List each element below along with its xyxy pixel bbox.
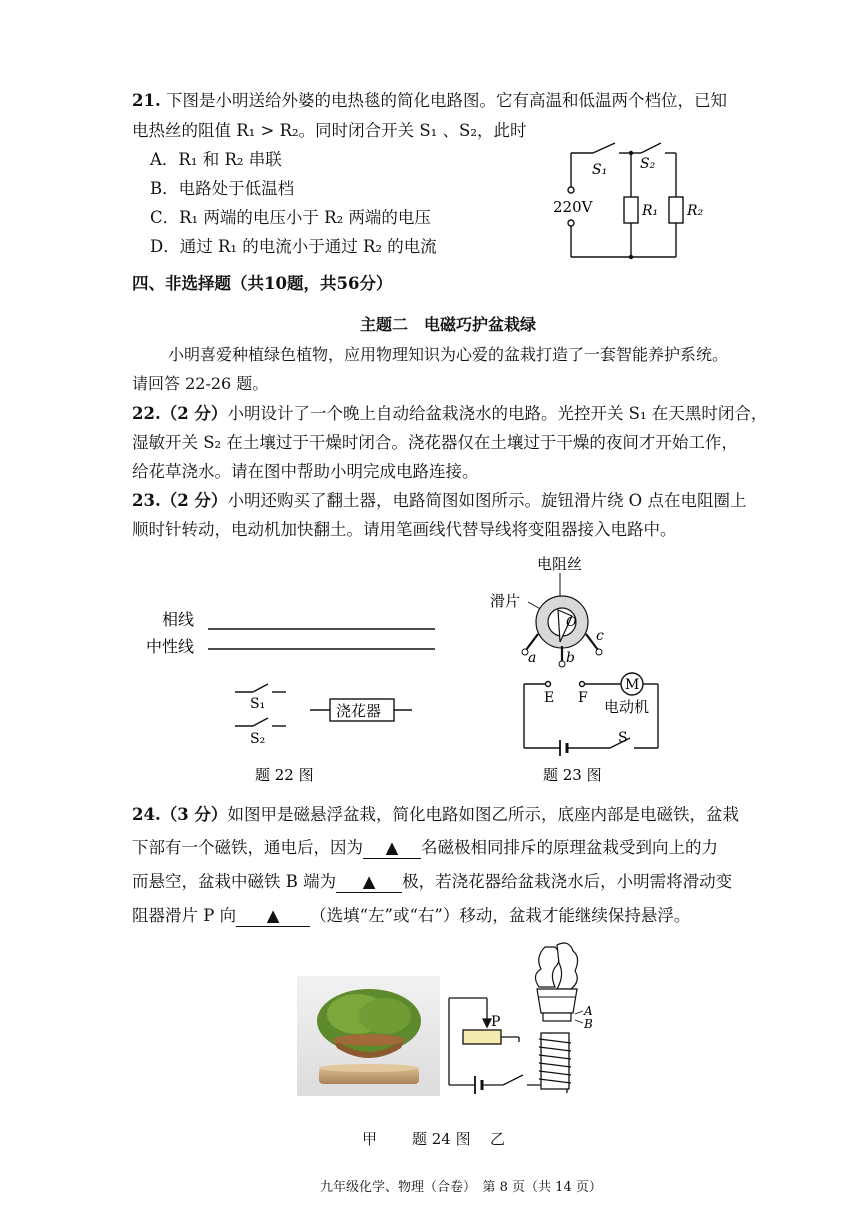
q22-figure bbox=[140, 600, 460, 790]
q23-figure bbox=[480, 550, 670, 790]
theme2-title: 主题二 电磁巧护盆栽绿 bbox=[360, 315, 537, 334]
q24-line1 bbox=[132, 805, 739, 825]
q22-s1-label: S₁ bbox=[250, 696, 266, 712]
section4-heading: 四、非选择题（共10题，共56分） bbox=[132, 274, 393, 293]
q24-caption-left: 甲 bbox=[362, 1130, 378, 1148]
q21-option-d: D．通过 R₁ 的电流小于通过 R₂ 的电流 bbox=[150, 237, 437, 256]
q22-live-label: 相线 bbox=[162, 610, 195, 629]
q23-caption: 题 23 图 bbox=[543, 766, 602, 784]
q24-blank-1[interactable]: ▲ bbox=[363, 838, 421, 859]
q24-blank-2[interactable]: ▲ bbox=[336, 872, 402, 893]
q22-text-1: 小明设计了一个晚上自动给盆栽浇水的电路。光控开关 S₁ 在天黑时闭合， bbox=[227, 404, 768, 423]
q23-f-label: F bbox=[578, 690, 588, 706]
q22-text-2: 湿敏开关 S₂ 在土壤过于干燥时闭合。浇花器仅在土壤过于干燥的夜间才开始工作， bbox=[132, 433, 738, 452]
theme2-intro-1: 小明喜爱种植绿色植物，应用物理知识为心爱的盆栽打造了一套智能养护系统。 bbox=[168, 345, 729, 364]
q22-neutral-label: 中性线 bbox=[146, 637, 195, 656]
q22-label: 22.（2 分） bbox=[132, 404, 228, 423]
q23-motor-label: 电动机 bbox=[604, 698, 650, 716]
q24-text-4b: （选填“左”或“右”）移动，盆栽才能继续保持悬浮。 bbox=[310, 906, 691, 925]
q21-option-c: C．R₁ 两端的电压小于 R₂ 两端的电压 bbox=[150, 208, 431, 227]
q23-o-label: O bbox=[566, 615, 577, 630]
q24-line3 bbox=[132, 872, 732, 893]
q23-s-label: S bbox=[618, 730, 628, 746]
q22-device-label: 浇花器 bbox=[336, 702, 382, 720]
q24-caption-mid: 题 24 图 bbox=[412, 1130, 471, 1148]
q23-line1 bbox=[132, 491, 746, 511]
q23-a-label: a bbox=[528, 650, 537, 666]
q24-circuit-diagram bbox=[445, 935, 605, 1100]
q23-text-1: 小明还购买了翻土器，电路简图如图所示。旋钮滑片绕 O 点在电阻圈上 bbox=[227, 491, 747, 510]
q21-r1-label: R₁ bbox=[642, 203, 659, 219]
q24-a-label: A bbox=[584, 1004, 593, 1018]
q23-b-label: b bbox=[566, 650, 575, 666]
q23-label: 23.（2 分） bbox=[132, 491, 228, 510]
q22-s2-label: S₂ bbox=[250, 731, 266, 747]
q21-stem-2: 电热丝的阻值 R₁ > R₂。同时闭合开关 S₁ 、S₂，此时 bbox=[132, 121, 527, 140]
q23-wire-label: 电阻丝 bbox=[537, 555, 583, 573]
q24-caption-right: 乙 bbox=[490, 1130, 506, 1148]
q23-slider-label: 滑片 bbox=[490, 592, 521, 610]
q24-text-2a: 下部有一个磁铁，通电后，因为 bbox=[132, 838, 363, 857]
q24-label: 24.（3 分） bbox=[132, 805, 228, 824]
q22-line1 bbox=[132, 404, 767, 424]
q21-voltage-label: 220V bbox=[553, 198, 593, 216]
q22-text-3: 给花草浇水。请在图中帮助小明完成电路连接。 bbox=[132, 462, 479, 481]
q24-text-2b: 名磁极相同排斥的原理盆栽受到向上的力 bbox=[421, 838, 718, 857]
q23-text-2: 顺时针转动，电动机加快翻土。请用笔画线代替导线将变阻器接入电路中。 bbox=[132, 520, 677, 539]
q21-circuit-diagram bbox=[545, 135, 720, 265]
q23-c-label: c bbox=[596, 628, 604, 644]
q21-r2-label: R₂ bbox=[687, 203, 704, 219]
q21-option-b: B．电路处于低温档 bbox=[150, 179, 295, 198]
q24-plant-drawing bbox=[535, 943, 577, 1021]
q21-line1 bbox=[132, 91, 727, 111]
theme2-intro-2: 请回答 22-26 题。 bbox=[132, 374, 269, 393]
q24-text-4a: 阻器滑片 P 向 bbox=[132, 906, 237, 925]
q21-s1-label: S₁ bbox=[592, 162, 608, 178]
q24-text-3b: 极，若浇花器给盆栽浇水后，小明需将滑动变 bbox=[402, 872, 733, 891]
q23-e-label: E bbox=[544, 690, 555, 706]
q24-p-label: P bbox=[491, 1014, 501, 1030]
q24-b-label: B bbox=[584, 1017, 593, 1031]
q24-line4 bbox=[132, 906, 690, 927]
q24-text-3a: 而悬空，盆栽中磁铁 B 端为 bbox=[132, 872, 337, 891]
page-footer: 九年级化学、物理（合卷） 第 8 页（共 14 页） bbox=[320, 1180, 602, 1195]
q21-number: 21. bbox=[132, 91, 161, 110]
q21-stem-1: 下图是小明送给外婆的电热毯的简化电路图。它有高温和低温两个档位，已知 bbox=[165, 91, 727, 110]
q24-text-1: 如图甲是磁悬浮盆栽，简化电路如图乙所示，底座内部是电磁铁，盆栽 bbox=[227, 805, 739, 824]
q21-s2-label: S₂ bbox=[640, 156, 656, 172]
q24-line2 bbox=[132, 838, 718, 859]
q21-option-a: A．R₁ 和 R₂ 串联 bbox=[150, 150, 282, 169]
q22-caption: 题 22 图 bbox=[255, 766, 314, 784]
q23-m-label: M bbox=[625, 677, 640, 693]
q24-blank-3[interactable]: ▲ bbox=[236, 906, 310, 927]
q24-photo-levitating-plant bbox=[297, 976, 440, 1096]
